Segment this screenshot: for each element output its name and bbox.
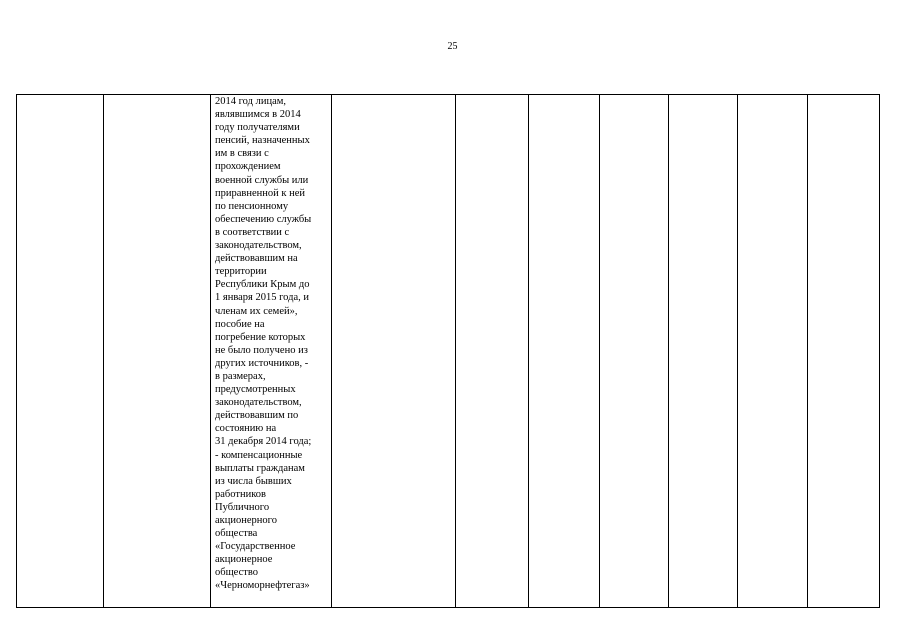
table-cell-10	[808, 95, 880, 608]
table-cell-1	[17, 95, 104, 608]
page-number: 25	[447, 41, 458, 52]
table-cell-5	[456, 95, 529, 608]
table-cell-6	[529, 95, 600, 608]
table-cell-7	[600, 95, 669, 608]
table-cell-2	[104, 95, 211, 608]
table-cell-8	[669, 95, 738, 608]
table-cell-9	[738, 95, 808, 608]
table-cell-4	[332, 95, 456, 608]
document-table	[16, 94, 880, 608]
table-cell-description	[211, 95, 332, 608]
description-text: 2014 год лицам, являвшимся в 2014 году получателями пенсий, назначенных им в связи с прохождением военной службы или приравненной к ней по пенсионному обеспечению службы в соответствии с законодательством, действовавшим на территории Республики Крым до 1 января 2015 года, и членам их семей», пособие на погребение которых не было получено из других источников, - в размерах, предусмотренных законодательством, действовавшим по состоянию на 31 декабря 2014 года; - компенсационные выплаты гражданам из числа бывших работников Публичного акционерного общества «Государственное акционерное общество «Черноморнефтегаз»	[215, 96, 312, 592]
table-row	[17, 95, 880, 608]
